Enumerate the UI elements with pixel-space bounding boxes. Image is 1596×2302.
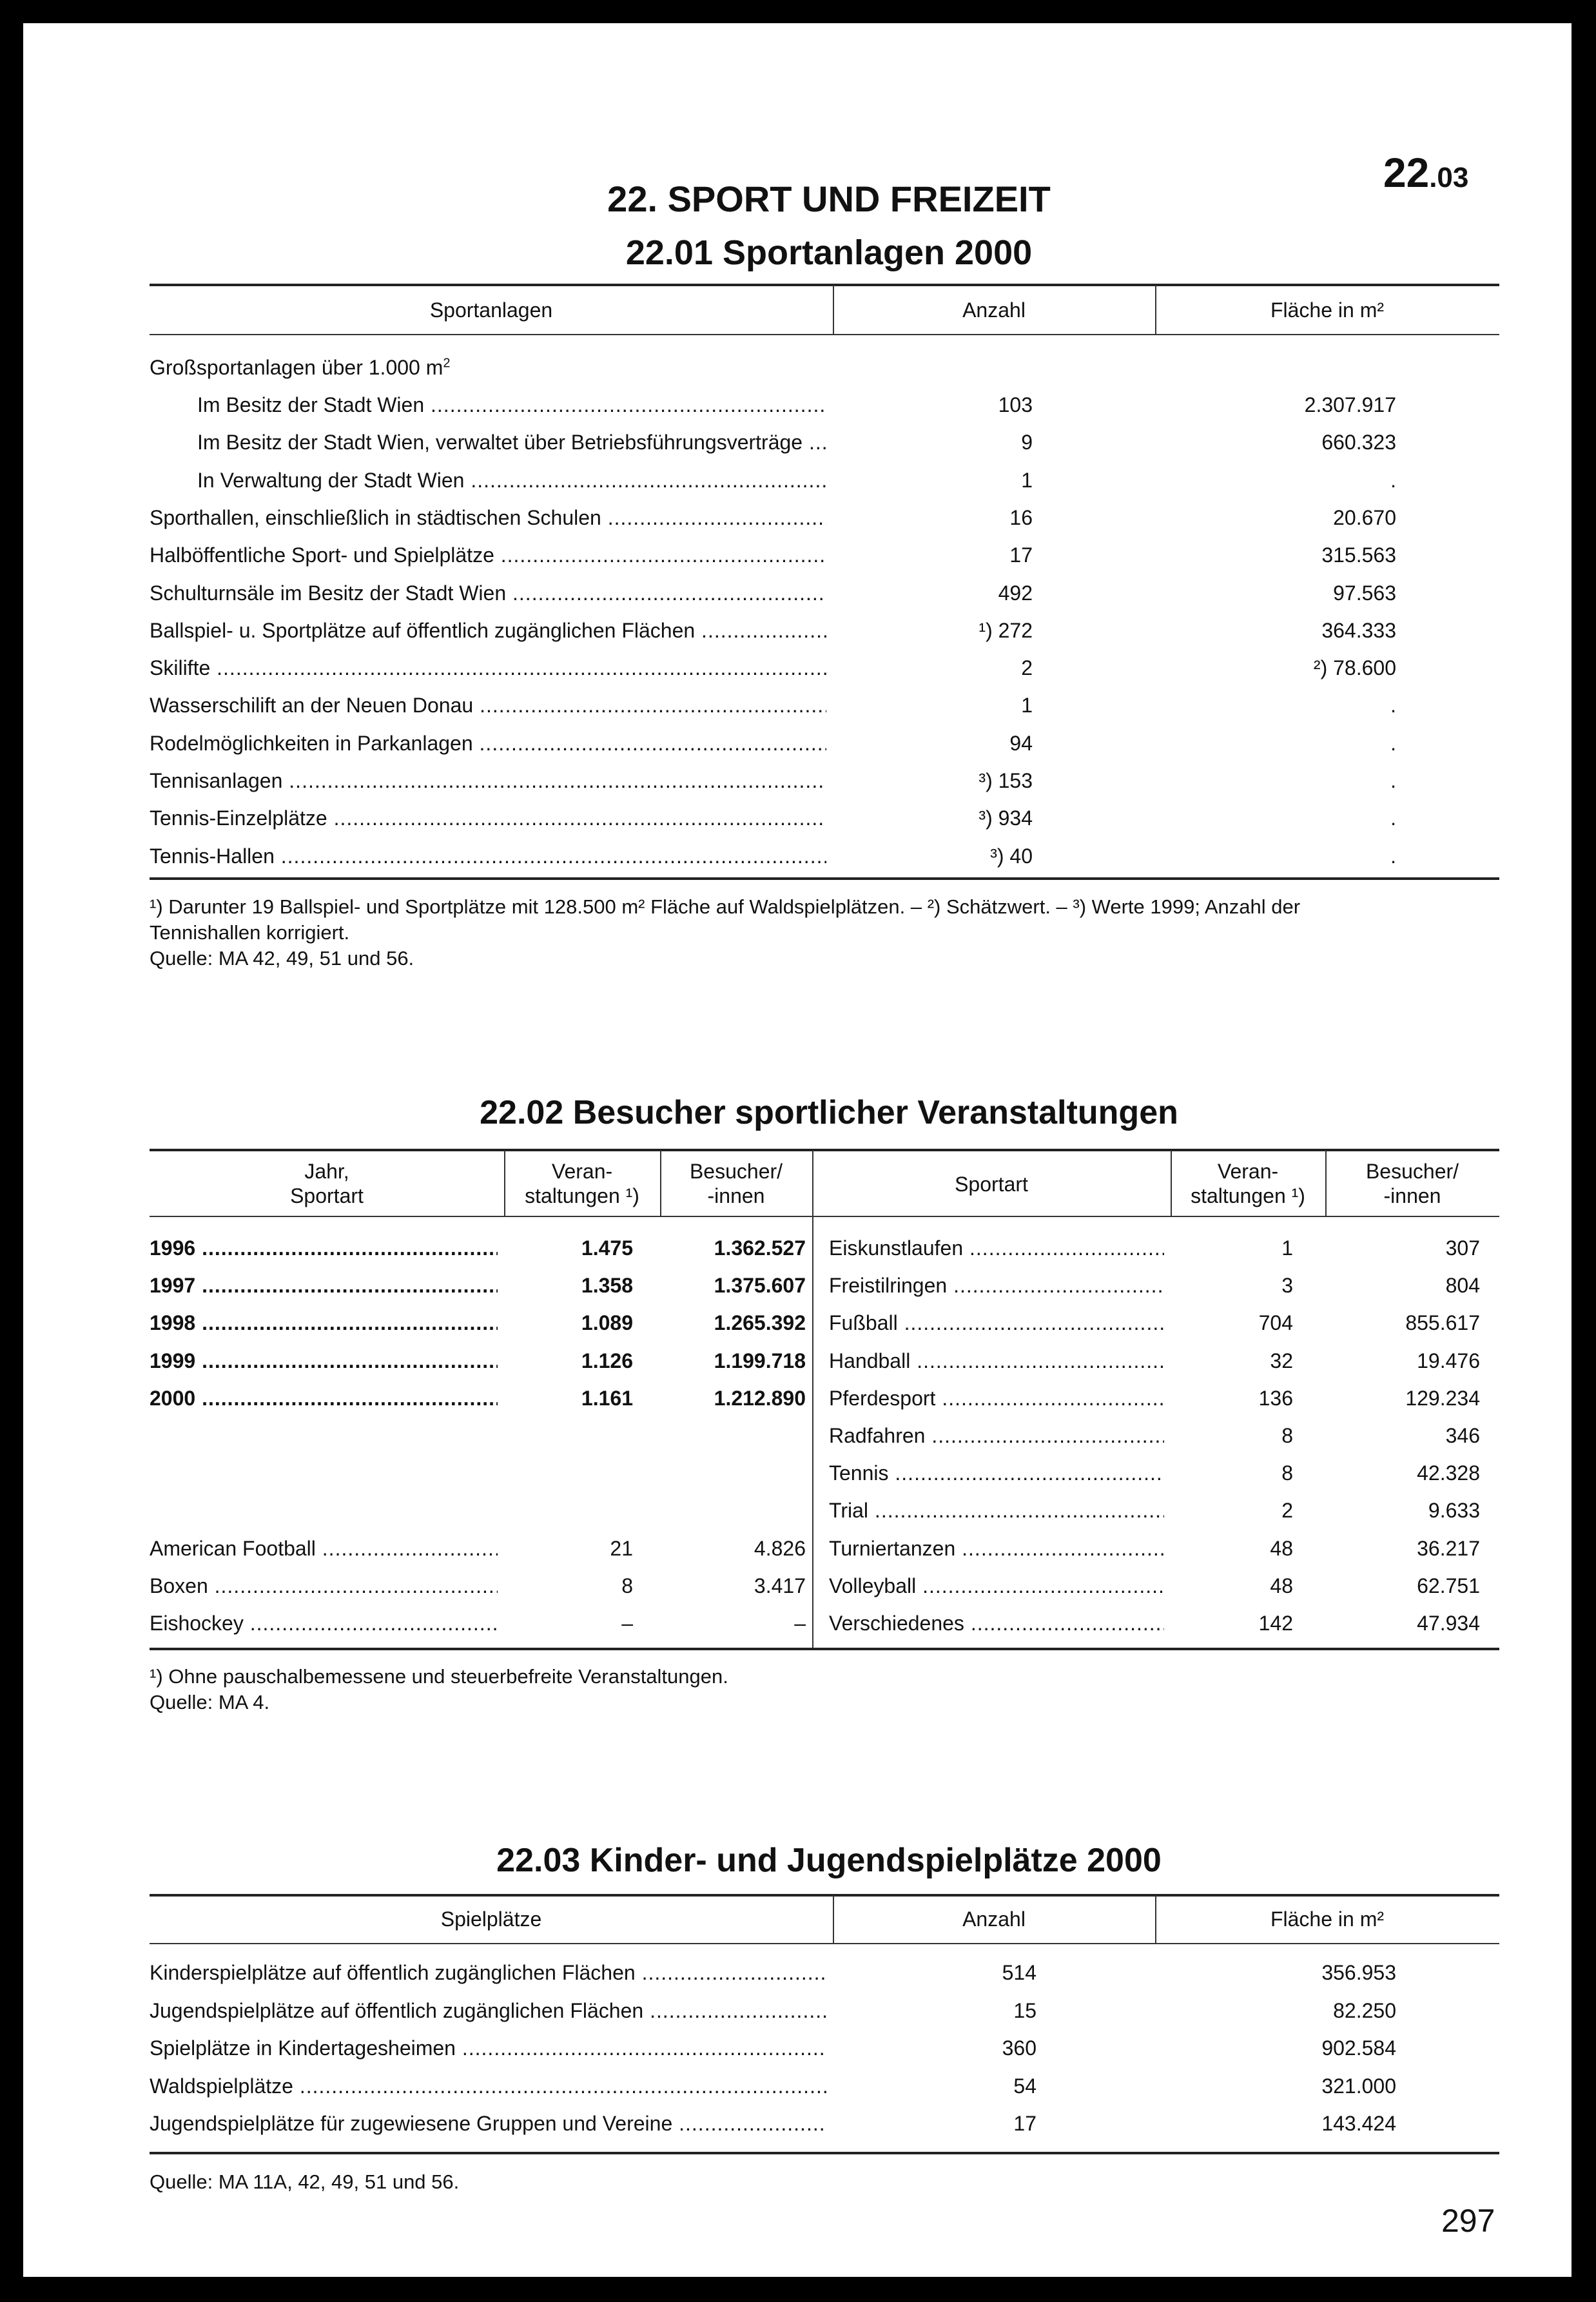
table2-right-sport-events: 8 bbox=[1281, 1461, 1293, 1485]
table2-header-sportart: Sportart bbox=[955, 1173, 1028, 1196]
table2-right-sport-events: 8 bbox=[1281, 1424, 1293, 1447]
table2-year-visitors: 1.199.718 bbox=[714, 1349, 806, 1372]
table3-row-count: 360 bbox=[1002, 2036, 1036, 2060]
table3-row-label: Waldspielplätze ..... bbox=[150, 2073, 826, 2099]
table1-top-rule bbox=[150, 284, 1499, 286]
table2-year-label: 2000 ..... bbox=[150, 1385, 498, 1411]
table2-left-sport-events: 21 bbox=[610, 1537, 633, 1560]
table2-left-sport-label: Boxen ..... bbox=[150, 1573, 498, 1599]
table1-row-area: . bbox=[1390, 806, 1396, 830]
table1-row-area: . bbox=[1390, 732, 1396, 755]
table2-title: 22.02 Besucher sportlicher Veranstaltungen bbox=[480, 1094, 1178, 1131]
table3-row-area: 143.424 bbox=[1321, 2112, 1396, 2135]
table1-header-sportanlagen: Sportanlagen bbox=[429, 298, 553, 322]
table3-row-label: Spielplätze in Kindertagesheimen ..... bbox=[150, 2035, 826, 2061]
chapter-title: 22. SPORT UND FREIZEIT bbox=[607, 179, 1051, 219]
table2-right-sport-visitors: 19.476 bbox=[1417, 1349, 1480, 1372]
table1-row-area: 660.323 bbox=[1321, 431, 1396, 454]
table1-row-label: Tennisanlagen ..... bbox=[150, 768, 826, 794]
table3-top-rule bbox=[150, 1894, 1499, 1897]
table1-row-label: In Verwaltung der Stadt Wien ..... bbox=[197, 467, 826, 493]
table3-bottom-rule bbox=[150, 2152, 1499, 2154]
table2-right-sport-events: 48 bbox=[1270, 1537, 1293, 1560]
table1-row-area: . bbox=[1390, 469, 1396, 492]
table1-row-count: 1 bbox=[1021, 469, 1033, 492]
table3-source: Quelle: MA 11A, 42, 49, 51 und 56. bbox=[150, 2170, 460, 2193]
table2-year-visitors: 1.375.607 bbox=[714, 1274, 806, 1297]
table2-header-veranstaltungen: Veran- staltungen ¹) bbox=[525, 1160, 639, 1207]
table1-row-label: Schulturnsäle im Besitz der Stadt Wien ..... bbox=[150, 580, 826, 606]
table2-right-sport-events: 3 bbox=[1281, 1274, 1293, 1297]
table1-header-rule bbox=[150, 334, 1499, 335]
table2-year-label: 1996 ..... bbox=[150, 1235, 498, 1261]
table1-row-count: 103 bbox=[998, 393, 1033, 416]
table3-row-count: 514 bbox=[1002, 1961, 1036, 1984]
table1-row-area: . bbox=[1390, 844, 1396, 868]
table1-row-label: Im Besitz der Stadt Wien ..... bbox=[197, 392, 826, 418]
table2-body-divider bbox=[812, 1216, 813, 1648]
table2-right-sport-visitors: 62.751 bbox=[1417, 1574, 1480, 1597]
table2-year-events: 1.089 bbox=[581, 1311, 633, 1334]
table2-top-rule bbox=[150, 1149, 1499, 1151]
table2-year-events: 1.161 bbox=[581, 1387, 633, 1410]
table1-row-area: ²) 78.600 bbox=[1313, 656, 1396, 679]
table2-header-besucher: Besucher/ -innen bbox=[689, 1160, 783, 1207]
table2-header-veranstaltungen-right: Veran- staltungen ¹) bbox=[1191, 1160, 1305, 1207]
table3-header-flaeche: Fläche in m² bbox=[1270, 1907, 1385, 1931]
table1-row-count: 1 bbox=[1021, 694, 1033, 717]
table2-right-sport-label: Pferdesport ..... bbox=[829, 1385, 1164, 1411]
table1-row-count: 16 bbox=[1009, 506, 1033, 529]
table1-row-area: 97.563 bbox=[1333, 581, 1396, 605]
table2-right-sport-events: 142 bbox=[1258, 1612, 1293, 1635]
table2-left-sport-visitors: 4.826 bbox=[754, 1537, 806, 1560]
table2-right-sport-visitors: 47.934 bbox=[1417, 1612, 1480, 1635]
table1-bottom-rule bbox=[150, 877, 1499, 880]
table2-bottom-rule bbox=[150, 1648, 1499, 1650]
table2-right-sport-label: Fußball ..... bbox=[829, 1310, 1164, 1336]
table1-footnote-1: ¹) Darunter 19 Ballspiel- und Sportplätze mit 128.500 m² Fläche auf Waldspielplätzen. – ²) Schätzwert. – ³) Werte 1999; Anzahl der bbox=[150, 895, 1301, 918]
table3-row-area: 82.250 bbox=[1333, 1999, 1396, 2022]
table3-row-count: 15 bbox=[1013, 1999, 1036, 2022]
table2-source: Quelle: MA 4. bbox=[150, 1691, 270, 1713]
table1-row-label: Ballspiel- u. Sportplätze auf öffentlich zugänglichen Flächen ..... bbox=[150, 618, 826, 643]
table2-right-sport-visitors: 804 bbox=[1445, 1274, 1480, 1297]
table2-right-sport-visitors: 307 bbox=[1445, 1236, 1480, 1260]
table2-right-sport-visitors: 36.217 bbox=[1417, 1537, 1480, 1560]
table2-year-label: 1997 ..... bbox=[150, 1273, 498, 1298]
table1-row-area: 364.333 bbox=[1321, 619, 1396, 642]
table3-row-count: 54 bbox=[1013, 2074, 1036, 2098]
table2-header-jahr: Jahr, Sportart bbox=[290, 1160, 364, 1207]
table2-right-sport-label: Freistilringen ..... bbox=[829, 1273, 1164, 1298]
table2-year-events: 1.126 bbox=[581, 1349, 633, 1372]
table1-footnote-2: Tennishallen korrigiert. bbox=[150, 921, 350, 944]
table2-year-label: 1999 ..... bbox=[150, 1348, 498, 1374]
table3-header-anzahl: Anzahl bbox=[962, 1907, 1026, 1931]
table1-row-label: Skilifte ..... bbox=[150, 655, 826, 681]
table2-year-label: 1998 ..... bbox=[150, 1310, 498, 1336]
table2-right-sport-label: Handball ..... bbox=[829, 1348, 1164, 1374]
table2-right-sport-visitors: 129.234 bbox=[1405, 1387, 1480, 1410]
table3-row-area: 356.953 bbox=[1321, 1961, 1396, 1984]
table1-row-count: 492 bbox=[998, 581, 1033, 605]
table2-left-sport-events: 8 bbox=[621, 1574, 633, 1597]
table1-source: Quelle: MA 42, 49, 51 und 56. bbox=[150, 947, 414, 970]
table2-right-sport-label: Trial ..... bbox=[829, 1497, 1164, 1523]
table2-right-sport-events: 1 bbox=[1281, 1236, 1293, 1260]
table2-header-besucher-right: Besucher/ -innen bbox=[1365, 1160, 1459, 1207]
table1-row-count: 9 bbox=[1021, 431, 1033, 454]
table1-title: 22.01 Sportanlagen 2000 bbox=[625, 233, 1033, 272]
table2-header-rule bbox=[150, 1216, 1499, 1217]
table1-row-count: ³) 153 bbox=[978, 769, 1033, 792]
table2-right-sport-events: 32 bbox=[1270, 1349, 1293, 1372]
table3-header-spielplaetze: Spielplätze bbox=[440, 1907, 542, 1931]
table3-row-area: 902.584 bbox=[1321, 2036, 1396, 2060]
table1-row-label: Sporthallen, einschließlich in städtischen Schulen ..... bbox=[150, 505, 826, 531]
table1-row-label: Rodelmöglichkeiten in Parkanlagen ..... bbox=[150, 730, 826, 756]
section-number: 22.03 bbox=[1383, 150, 1469, 196]
table3-row-area: 321.000 bbox=[1321, 2074, 1396, 2098]
table2-right-sport-events: 2 bbox=[1281, 1499, 1293, 1522]
table2-right-sport-events: 48 bbox=[1270, 1574, 1293, 1597]
table2-year-visitors: 1.212.890 bbox=[714, 1387, 806, 1410]
table1-row-label: Wasserschilift an der Neuen Donau ..... bbox=[150, 692, 826, 718]
table1-row-area: 2.307.917 bbox=[1304, 393, 1396, 416]
table3-row-label: Jugendspielplätze für zugewiesene Gruppen und Vereine ..... bbox=[150, 2111, 826, 2136]
table3-title: 22.03 Kinder- und Jugendspielplätze 2000 bbox=[496, 1842, 1162, 1879]
table2-right-sport-events: 704 bbox=[1258, 1311, 1293, 1334]
table2-left-sport-visitors: – bbox=[794, 1612, 806, 1635]
table2-year-events: 1.475 bbox=[581, 1236, 633, 1260]
table1-row-count: ³) 934 bbox=[978, 806, 1033, 830]
table2-right-sport-label: Volleyball ..... bbox=[829, 1573, 1164, 1599]
table2-right-sport-label: Radfahren ..... bbox=[829, 1423, 1164, 1449]
table2-year-events: 1.358 bbox=[581, 1274, 633, 1297]
table2-right-sport-visitors: 9.633 bbox=[1428, 1499, 1480, 1522]
table1-row-area: 20.670 bbox=[1333, 506, 1396, 529]
table1-row-count: ¹) 272 bbox=[978, 619, 1033, 642]
table3-row-label: Kinderspielplätze auf öffentlich zugänglichen Flächen ..... bbox=[150, 1960, 826, 1985]
table3-row-label: Jugendspielplätze auf öffentlich zugänglichen Flächen ..... bbox=[150, 1998, 826, 2024]
table2-right-sport-visitors: 42.328 bbox=[1417, 1461, 1480, 1485]
table2-left-sport-label: Eishockey ..... bbox=[150, 1610, 498, 1636]
table2-left-sport-label: American Football ..... bbox=[150, 1536, 498, 1561]
table2-right-sport-events: 136 bbox=[1258, 1387, 1293, 1410]
table1-header-flaeche: Fläche in m² bbox=[1270, 298, 1385, 322]
table2-right-sport-label: Verschiedenes ..... bbox=[829, 1610, 1164, 1636]
table1-row-label: Tennis-Einzelplätze ..... bbox=[150, 805, 826, 831]
table2-year-visitors: 1.362.527 bbox=[714, 1236, 806, 1260]
table1-row-label: Halböffentliche Sport- und Spielplätze ..... bbox=[150, 542, 826, 568]
table3-header-rule bbox=[150, 1943, 1499, 1944]
table1-group-label: Großsportanlagen über 1.000 $m^2$ bbox=[150, 356, 451, 379]
table1-row-count: 94 bbox=[1009, 732, 1033, 755]
table2-year-visitors: 1.265.392 bbox=[714, 1311, 806, 1334]
table2-right-sport-label: Tennis ..... bbox=[829, 1460, 1164, 1486]
table1-row-area: . bbox=[1390, 769, 1396, 792]
table2-right-sport-visitors: 855.617 bbox=[1405, 1311, 1480, 1334]
table1-row-label: Tennis-Hallen ..... bbox=[150, 843, 826, 869]
table1-row-label: Im Besitz der Stadt Wien, verwaltet über Betriebsführungsverträge ..... bbox=[197, 429, 826, 455]
page-number: 297 bbox=[1441, 2203, 1495, 2239]
table2-right-sport-visitors: 346 bbox=[1445, 1424, 1480, 1447]
document-page bbox=[23, 23, 1572, 2277]
table1-row-count: 2 bbox=[1021, 656, 1033, 679]
table2-right-sport-label: Turniertanzen ..... bbox=[829, 1536, 1164, 1561]
table2-footnote: ¹) Ohne pauschalbemessene und steuerbefreite Veranstaltungen. bbox=[150, 1665, 728, 1688]
table1-header-anzahl: Anzahl bbox=[962, 298, 1026, 322]
table1-row-count: 17 bbox=[1009, 543, 1033, 567]
table3-row-count: 17 bbox=[1013, 2112, 1036, 2135]
table2-right-sport-label: Eiskunstlaufen ..... bbox=[829, 1235, 1164, 1261]
table2-left-sport-visitors: 3.417 bbox=[754, 1574, 806, 1597]
table1-row-area: 315.563 bbox=[1321, 543, 1396, 567]
table2-left-sport-events: – bbox=[621, 1612, 633, 1635]
table1-row-count: ³) 40 bbox=[990, 844, 1033, 868]
table1-row-area: . bbox=[1390, 694, 1396, 717]
